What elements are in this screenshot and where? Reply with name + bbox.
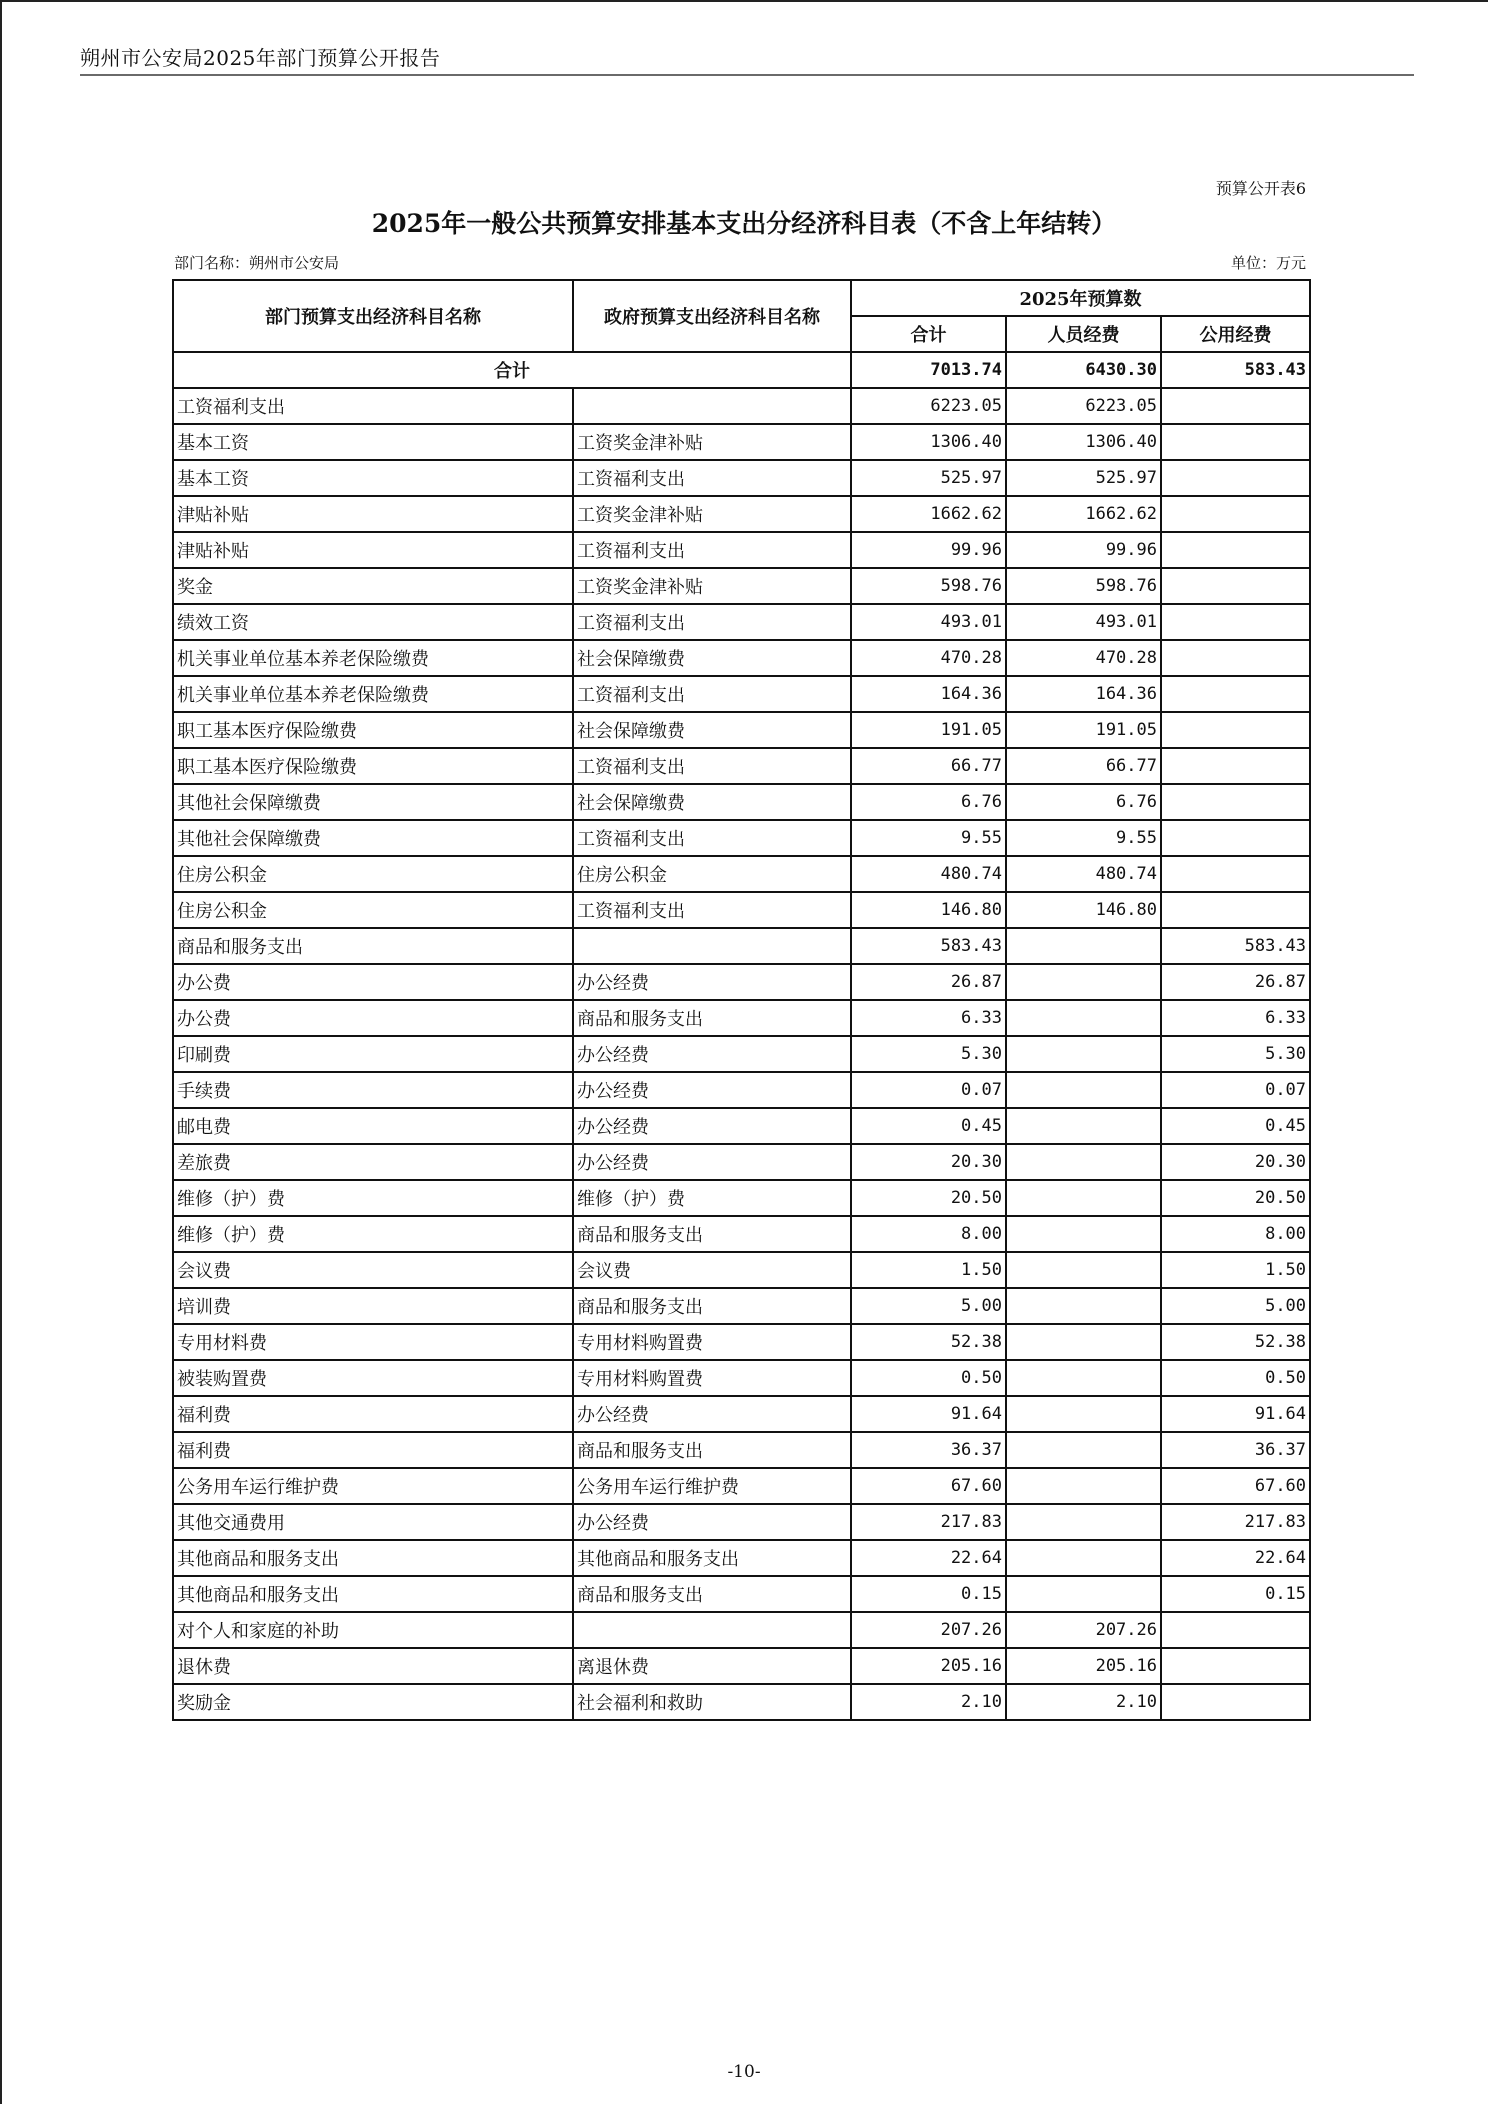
gov-item-cell: 会议费 [573, 1252, 851, 1288]
dept-item-cell: 职工基本医疗保险缴费 [173, 712, 573, 748]
table-row [173, 1468, 1310, 1504]
total-cell: 36.37 [851, 1432, 1006, 1468]
total-cell-total: 7013.74 [851, 352, 1006, 388]
personnel-cell: 1662.62 [1006, 496, 1161, 532]
dept-item-cell: 办公费 [173, 964, 573, 1000]
dept-item-cell: 会议费 [173, 1252, 573, 1288]
dept-item-cell: 公务用车运行维护费 [173, 1468, 573, 1504]
dept-item-cell: 其他商品和服务支出 [173, 1540, 573, 1576]
dept-item-cell: 基本工资 [173, 460, 573, 496]
gov-item-cell: 专用材料购置费 [573, 1360, 851, 1396]
dept-item-cell: 其他社会保障缴费 [173, 784, 573, 820]
public-cell [1161, 640, 1310, 676]
dept-item-cell: 奖金 [173, 568, 573, 604]
table-row [173, 1324, 1310, 1360]
table-row [173, 820, 1310, 856]
personnel-cell [1006, 1144, 1161, 1180]
personnel-cell [1006, 1072, 1161, 1108]
gov-item-cell: 工资福利支出 [573, 748, 851, 784]
gov-item-cell: 商品和服务支出 [573, 1000, 851, 1036]
total-cell: 191.05 [851, 712, 1006, 748]
public-cell: 0.50 [1161, 1360, 1310, 1396]
personnel-cell [1006, 1360, 1161, 1396]
public-cell: 26.87 [1161, 964, 1310, 1000]
total-row [173, 352, 1310, 388]
department-label: 部门名称：朔州市公安局 [174, 254, 340, 272]
dept-item-cell: 工资福利支出 [173, 388, 573, 424]
total-cell: 0.45 [851, 1108, 1006, 1144]
total-cell-public: 583.43 [1161, 352, 1310, 388]
table-row [173, 1504, 1310, 1540]
total-cell: 5.30 [851, 1036, 1006, 1072]
gov-item-cell: 工资奖金津补贴 [573, 496, 851, 532]
table-row [173, 1000, 1310, 1036]
header-dept-column: 部门预算支出经济科目名称 [173, 280, 573, 352]
total-cell: 6223.05 [851, 388, 1006, 424]
table-row [173, 604, 1310, 640]
public-cell [1161, 892, 1310, 928]
header-rule [80, 74, 1414, 76]
dept-item-cell: 绩效工资 [173, 604, 573, 640]
total-cell-personnel: 6430.30 [1006, 352, 1161, 388]
header-personnel: 人员经费 [1006, 316, 1161, 352]
total-cell: 1306.40 [851, 424, 1006, 460]
public-cell [1161, 1684, 1310, 1720]
total-cell: 9.55 [851, 820, 1006, 856]
personnel-cell: 6223.05 [1006, 388, 1161, 424]
total-cell: 5.00 [851, 1288, 1006, 1324]
public-cell: 583.43 [1161, 928, 1310, 964]
personnel-cell: 493.01 [1006, 604, 1161, 640]
dept-item-cell: 福利费 [173, 1432, 573, 1468]
personnel-cell: 191.05 [1006, 712, 1161, 748]
total-cell: 205.16 [851, 1648, 1006, 1684]
gov-item-cell: 工资奖金津补贴 [573, 568, 851, 604]
personnel-cell [1006, 1324, 1161, 1360]
personnel-cell [1006, 1036, 1161, 1072]
personnel-cell: 1306.40 [1006, 424, 1161, 460]
dept-item-cell: 专用材料费 [173, 1324, 573, 1360]
personnel-cell [1006, 1468, 1161, 1504]
dept-item-cell: 其他商品和服务支出 [173, 1576, 573, 1612]
total-cell: 525.97 [851, 460, 1006, 496]
table-row [173, 640, 1310, 676]
page-number: -10- [727, 2062, 761, 2082]
public-cell: 217.83 [1161, 1504, 1310, 1540]
gov-item-cell [573, 1612, 851, 1648]
gov-item-cell: 其他商品和服务支出 [573, 1540, 851, 1576]
gov-item-cell: 商品和服务支出 [573, 1432, 851, 1468]
table-row [173, 1108, 1310, 1144]
personnel-cell [1006, 1432, 1161, 1468]
public-cell [1161, 388, 1310, 424]
dept-item-cell: 职工基本医疗保险缴费 [173, 748, 573, 784]
personnel-cell [1006, 1216, 1161, 1252]
public-cell: 0.45 [1161, 1108, 1310, 1144]
table-row [173, 784, 1310, 820]
table-row [173, 1288, 1310, 1324]
dept-item-cell: 维修（护）费 [173, 1180, 573, 1216]
personnel-cell: 205.16 [1006, 1648, 1161, 1684]
public-cell [1161, 820, 1310, 856]
public-cell [1161, 1612, 1310, 1648]
total-label: 合计 [173, 352, 851, 388]
public-cell [1161, 784, 1310, 820]
gov-item-cell: 办公经费 [573, 1108, 851, 1144]
header-budget-group: 2025年预算数 [851, 280, 1310, 316]
total-cell: 20.30 [851, 1144, 1006, 1180]
personnel-cell: 6.76 [1006, 784, 1161, 820]
gov-item-cell: 工资福利支出 [573, 460, 851, 496]
total-cell: 67.60 [851, 1468, 1006, 1504]
dept-item-cell: 基本工资 [173, 424, 573, 460]
gov-item-cell: 商品和服务支出 [573, 1216, 851, 1252]
table-row [173, 532, 1310, 568]
personnel-cell: 99.96 [1006, 532, 1161, 568]
public-cell [1161, 1648, 1310, 1684]
dept-item-cell: 商品和服务支出 [173, 928, 573, 964]
public-cell: 22.64 [1161, 1540, 1310, 1576]
total-cell: 480.74 [851, 856, 1006, 892]
dept-item-cell: 办公费 [173, 1000, 573, 1036]
header-gov-column: 政府预算支出经济科目名称 [573, 280, 851, 352]
total-cell: 0.15 [851, 1576, 1006, 1612]
gov-item-cell [573, 388, 851, 424]
public-cell [1161, 856, 1310, 892]
gov-item-cell: 工资奖金津补贴 [573, 424, 851, 460]
dept-item-cell: 被装购置费 [173, 1360, 573, 1396]
gov-item-cell: 办公经费 [573, 1504, 851, 1540]
public-cell [1161, 460, 1310, 496]
personnel-cell [1006, 964, 1161, 1000]
gov-item-cell: 社会福利和救助 [573, 1684, 851, 1720]
total-cell: 217.83 [851, 1504, 1006, 1540]
total-cell: 6.76 [851, 784, 1006, 820]
personnel-cell [1006, 1180, 1161, 1216]
total-cell: 99.96 [851, 532, 1006, 568]
dept-item-cell: 培训费 [173, 1288, 573, 1324]
public-cell [1161, 676, 1310, 712]
total-cell: 6.33 [851, 1000, 1006, 1036]
public-cell: 6.33 [1161, 1000, 1310, 1036]
total-cell: 146.80 [851, 892, 1006, 928]
personnel-cell: 9.55 [1006, 820, 1161, 856]
personnel-cell: 525.97 [1006, 460, 1161, 496]
public-cell [1161, 532, 1310, 568]
public-cell [1161, 568, 1310, 604]
dept-item-cell: 住房公积金 [173, 856, 573, 892]
public-cell [1161, 496, 1310, 532]
personnel-cell [1006, 1576, 1161, 1612]
gov-item-cell: 工资福利支出 [573, 820, 851, 856]
gov-item-cell: 办公经费 [573, 1036, 851, 1072]
table-row [173, 568, 1310, 604]
public-cell [1161, 424, 1310, 460]
running-header: 朔州市公安局2025年部门预算公开报告 [80, 46, 441, 70]
personnel-cell: 480.74 [1006, 856, 1161, 892]
table-row [173, 712, 1310, 748]
personnel-cell: 164.36 [1006, 676, 1161, 712]
total-cell: 1.50 [851, 1252, 1006, 1288]
dept-item-cell: 维修（护）费 [173, 1216, 573, 1252]
dept-item-cell: 退休费 [173, 1648, 573, 1684]
table-row [173, 1612, 1310, 1648]
table-row [173, 1144, 1310, 1180]
public-cell: 20.30 [1161, 1144, 1310, 1180]
dept-item-cell: 邮电费 [173, 1108, 573, 1144]
page-border-left [0, 0, 2, 2104]
table-row [173, 964, 1310, 1000]
header-total: 合计 [851, 316, 1006, 352]
table-row [173, 1360, 1310, 1396]
personnel-cell [1006, 1252, 1161, 1288]
dept-item-cell: 其他社会保障缴费 [173, 820, 573, 856]
table-row [173, 1432, 1310, 1468]
gov-item-cell: 离退休费 [573, 1648, 851, 1684]
personnel-cell [1006, 1108, 1161, 1144]
personnel-cell: 470.28 [1006, 640, 1161, 676]
table-row [173, 676, 1310, 712]
public-cell: 36.37 [1161, 1432, 1310, 1468]
dept-item-cell: 印刷费 [173, 1036, 573, 1072]
total-cell: 598.76 [851, 568, 1006, 604]
public-cell [1161, 604, 1310, 640]
dept-item-cell: 津贴补贴 [173, 496, 573, 532]
table-row [173, 748, 1310, 784]
gov-item-cell: 社会保障缴费 [573, 712, 851, 748]
personnel-cell [1006, 1288, 1161, 1324]
total-cell: 91.64 [851, 1396, 1006, 1432]
gov-item-cell: 专用材料购置费 [573, 1324, 851, 1360]
personnel-cell: 2.10 [1006, 1684, 1161, 1720]
total-cell: 26.87 [851, 964, 1006, 1000]
table-row [173, 1576, 1310, 1612]
gov-item-cell: 公务用车运行维护费 [573, 1468, 851, 1504]
total-cell: 1662.62 [851, 496, 1006, 532]
total-cell: 583.43 [851, 928, 1006, 964]
personnel-cell: 146.80 [1006, 892, 1161, 928]
table-row [173, 1252, 1310, 1288]
total-cell: 493.01 [851, 604, 1006, 640]
gov-item-cell [573, 928, 851, 964]
total-cell: 52.38 [851, 1324, 1006, 1360]
table-row [173, 1684, 1310, 1720]
public-cell: 8.00 [1161, 1216, 1310, 1252]
public-cell: 1.50 [1161, 1252, 1310, 1288]
table-row [173, 1648, 1310, 1684]
gov-item-cell: 商品和服务支出 [573, 1288, 851, 1324]
total-cell: 470.28 [851, 640, 1006, 676]
gov-item-cell: 工资福利支出 [573, 604, 851, 640]
gov-item-cell: 办公经费 [573, 964, 851, 1000]
table-row [173, 1396, 1310, 1432]
gov-item-cell: 商品和服务支出 [573, 1576, 851, 1612]
gov-item-cell: 维修（护）费 [573, 1180, 851, 1216]
gov-item-cell: 办公经费 [573, 1144, 851, 1180]
dept-item-cell: 福利费 [173, 1396, 573, 1432]
table-row [173, 892, 1310, 928]
gov-item-cell: 工资福利支出 [573, 532, 851, 568]
gov-item-cell: 工资福利支出 [573, 892, 851, 928]
table-row [173, 928, 1310, 964]
total-cell: 2.10 [851, 1684, 1006, 1720]
public-cell: 5.30 [1161, 1036, 1310, 1072]
total-cell: 66.77 [851, 748, 1006, 784]
personnel-cell [1006, 1504, 1161, 1540]
dept-item-cell: 住房公积金 [173, 892, 573, 928]
public-cell: 91.64 [1161, 1396, 1310, 1432]
dept-item-cell: 机关事业单位基本养老保险缴费 [173, 640, 573, 676]
personnel-cell [1006, 1540, 1161, 1576]
personnel-cell: 207.26 [1006, 1612, 1161, 1648]
public-cell: 67.60 [1161, 1468, 1310, 1504]
dept-item-cell: 手续费 [173, 1072, 573, 1108]
table-row [173, 1540, 1310, 1576]
table-row [173, 1180, 1310, 1216]
dept-item-cell: 对个人和家庭的补助 [173, 1612, 573, 1648]
total-cell: 8.00 [851, 1216, 1006, 1252]
total-cell: 22.64 [851, 1540, 1006, 1576]
table-row [173, 424, 1310, 460]
page-border-top [0, 0, 1488, 2]
public-cell: 5.00 [1161, 1288, 1310, 1324]
gov-item-cell: 住房公积金 [573, 856, 851, 892]
personnel-cell [1006, 1000, 1161, 1036]
total-cell: 207.26 [851, 1612, 1006, 1648]
gov-item-cell: 办公经费 [573, 1396, 851, 1432]
table-row [173, 1036, 1310, 1072]
total-cell: 164.36 [851, 676, 1006, 712]
public-cell [1161, 712, 1310, 748]
gov-item-cell: 工资福利支出 [573, 676, 851, 712]
form-number: 预算公开表6 [1215, 179, 1306, 198]
public-cell: 0.15 [1161, 1576, 1310, 1612]
table-row [173, 1072, 1310, 1108]
total-cell: 0.50 [851, 1360, 1006, 1396]
public-cell: 20.50 [1161, 1180, 1310, 1216]
dept-item-cell: 其他交通费用 [173, 1504, 573, 1540]
public-cell: 52.38 [1161, 1324, 1310, 1360]
personnel-cell: 66.77 [1006, 748, 1161, 784]
personnel-cell: 598.76 [1006, 568, 1161, 604]
table-row [173, 1216, 1310, 1252]
gov-item-cell: 社会保障缴费 [573, 640, 851, 676]
budget-table [172, 279, 1311, 1721]
dept-item-cell: 津贴补贴 [173, 532, 573, 568]
gov-item-cell: 社会保障缴费 [573, 784, 851, 820]
personnel-cell [1006, 1396, 1161, 1432]
total-cell: 20.50 [851, 1180, 1006, 1216]
public-cell [1161, 748, 1310, 784]
unit-label: 单位：万元 [1230, 254, 1306, 272]
table-title: 2025年一般公共预算安排基本支出分经济科目表（不含上年结转） [371, 209, 1117, 238]
header-public: 公用经费 [1161, 316, 1310, 352]
dept-item-cell: 差旅费 [173, 1144, 573, 1180]
dept-item-cell: 机关事业单位基本养老保险缴费 [173, 676, 573, 712]
total-cell: 0.07 [851, 1072, 1006, 1108]
dept-item-cell: 奖励金 [173, 1684, 573, 1720]
gov-item-cell: 办公经费 [573, 1072, 851, 1108]
table-row [173, 460, 1310, 496]
public-cell: 0.07 [1161, 1072, 1310, 1108]
table-row [173, 388, 1310, 424]
personnel-cell [1006, 928, 1161, 964]
table-row [173, 856, 1310, 892]
table-row [173, 496, 1310, 532]
